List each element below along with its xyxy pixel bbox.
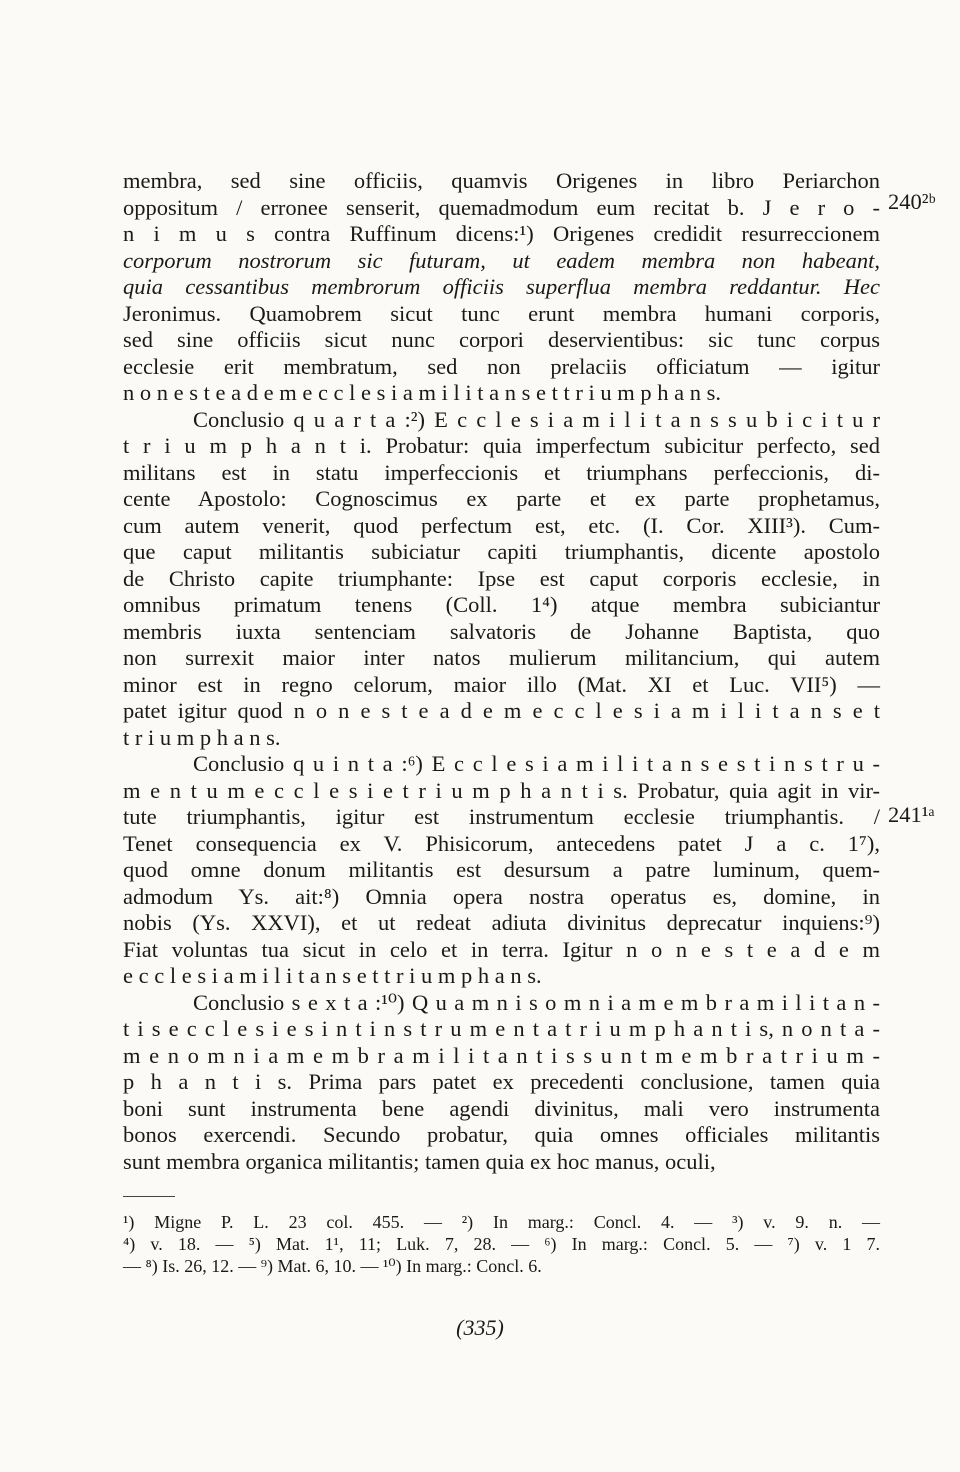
footnote-rule [123,1196,175,1197]
body-line: cente Apostolo: Cognoscimus ex parte et ex parte prophetamus, [123,486,880,511]
body-line: p h a n t i s. Prima pars patet ex precedenti conclusione, tamen quia [123,1069,880,1094]
body-line: omnibus primatum tenens (Coll. 1⁴) atque membra subiciantur [123,592,880,617]
body-line: Conclusio q u a r t a :²) E c c l e s i a m i l i t a n s s u b i c i t u r [193,407,880,432]
body-line: e c c l e s i a m i l i t a n s e t t r i u m p h a n s. [123,963,542,988]
page-number: (335) [456,1315,504,1340]
body-line: quod omne donum militantis est desursum a patre luminum, quem- [123,857,880,882]
margin-folio-note: 241¹ᵃ [888,802,935,827]
body-line: admodum Ys. ait:⁸) Omnia opera nostra operatus es, domine, in [123,884,880,909]
body-line: Jeronimus. Quamobrem sicut tunc erunt membra humani corporis, [123,301,880,326]
body-line: n i m u s contra Ruffinum dicens:¹) Origenes credidit resurreccionem [123,221,880,246]
body-line: minor est in regno celorum, maior illo (Mat. XI et Luc. VII⁵) — [123,672,880,697]
footnote-line: ¹) Migne P. L. 23 col. 455. — ²) In marg.: Concl. 4. — ³) v. 9. n. — [123,1212,880,1232]
body-line: m e n t u m e c c l e s i e t r i u m p h a n t i s. Probatur, quia agit in vir- [123,778,880,803]
body-line: Fiat voluntas tua sicut in celo et in terra. Igitur n o n e s t e a d e m [123,937,880,962]
body-line: t r i u m p h a n s. [123,725,281,750]
body-line: que caput militantis subiciatur capiti triumphantis, dicente apostolo [123,539,880,564]
body-line: de Christo capite triumphante: Ipse est caput corporis ecclesie, in [123,566,880,591]
body-line: tute triumphantis, igitur est instrumentum ecclesie triumphantis. / [123,804,880,829]
body-line: nobis (Ys. XXVI), et ut redeat adiuta divinitus deprecatur inquiens:⁹) [123,910,880,935]
body-line: cum autem venerit, quod perfectum est, etc. (I. Cor. XIII³). Cum- [123,513,880,538]
footnote-line: — ⁸) Is. 26, 12. — ⁹) Mat. 6, 10. — ¹⁰) In marg.: Concl. 6. [123,1256,542,1276]
body-line: ecclesie erit membratum, sed non prelaciis officiatum — igitur [123,354,880,379]
body-line: Conclusio q u i n t a :⁶) E c c l e s i a m i l i t a n s e s t i n s t r u - [193,751,880,776]
body-line: non surrexit maior inter natos mulierum militancium, qui autem [123,645,880,670]
footnote-line: ⁴) v. 18. — ⁵) Mat. 1¹, 11; Luk. 7, 28. — ⁶) In marg.: Concl. 5. — ⁷) v. 1 7. [123,1234,880,1254]
body-line: t i s e c c l e s i e s i n t i n s t r u m e n t a t r i u m p h a n t i s, n o n t a - [123,1016,880,1041]
body-line: patet igitur quod n o n e s t e a d e m e c c l e s i a m i l i t a n s e t [123,698,880,723]
body-line: oppositum / erronee senserit, quemadmodum eum recitat b. J e r o - [123,195,880,220]
body-line: Conclusio s e x t a :¹⁰) Q u a m n i s o m n i a m e m b r a m i l i t a n - [193,990,880,1015]
body-line: militans est in statu imperfeccionis et triumphans perfeccionis, di- [123,460,880,485]
body-line: t r i u m p h a n t i. Probatur: quia imperfectum subicitur perfecto, sed [123,433,880,458]
body-line: membra, sed sine officiis, quamvis Origenes in libro Periarchon [123,168,880,193]
body-line: quia cessantibus membrorum officiis superflua membra reddantur. Hec [123,274,880,299]
body-line: n o n e s t e a d e m e c c l e s i a m i l i t a n s e t t r i u m p h a n s. [123,380,721,405]
margin-folio-note: 240²ᵇ [888,189,936,214]
body-line: corporum nostrorum sic futuram, ut eadem membra non habeant, [123,248,880,273]
body-line: bonos exercendi. Secundo probatur, quia omnes officiales militantis [123,1122,880,1147]
body-line: membris iuxta sentenciam salvatoris de Johanne Baptista, quo [123,619,880,644]
body-line: boni sunt instrumenta bene agendi divinitus, mali vero instrumenta [123,1096,880,1121]
body-line: Tenet consequencia ex V. Phisicorum, antecedens patet J a c. 1⁷), [123,831,880,856]
body-line: sed sine officiis sicut nunc corpori deservientibus: sic tunc corpus [123,327,880,352]
body-line: m e n o m n i a m e m b r a m i l i t a n t i s s u n t m e m b r a t r i u m - [123,1043,880,1068]
body-line: sunt membra organica militantis; tamen quia ex hoc manus, oculi, [123,1149,716,1174]
